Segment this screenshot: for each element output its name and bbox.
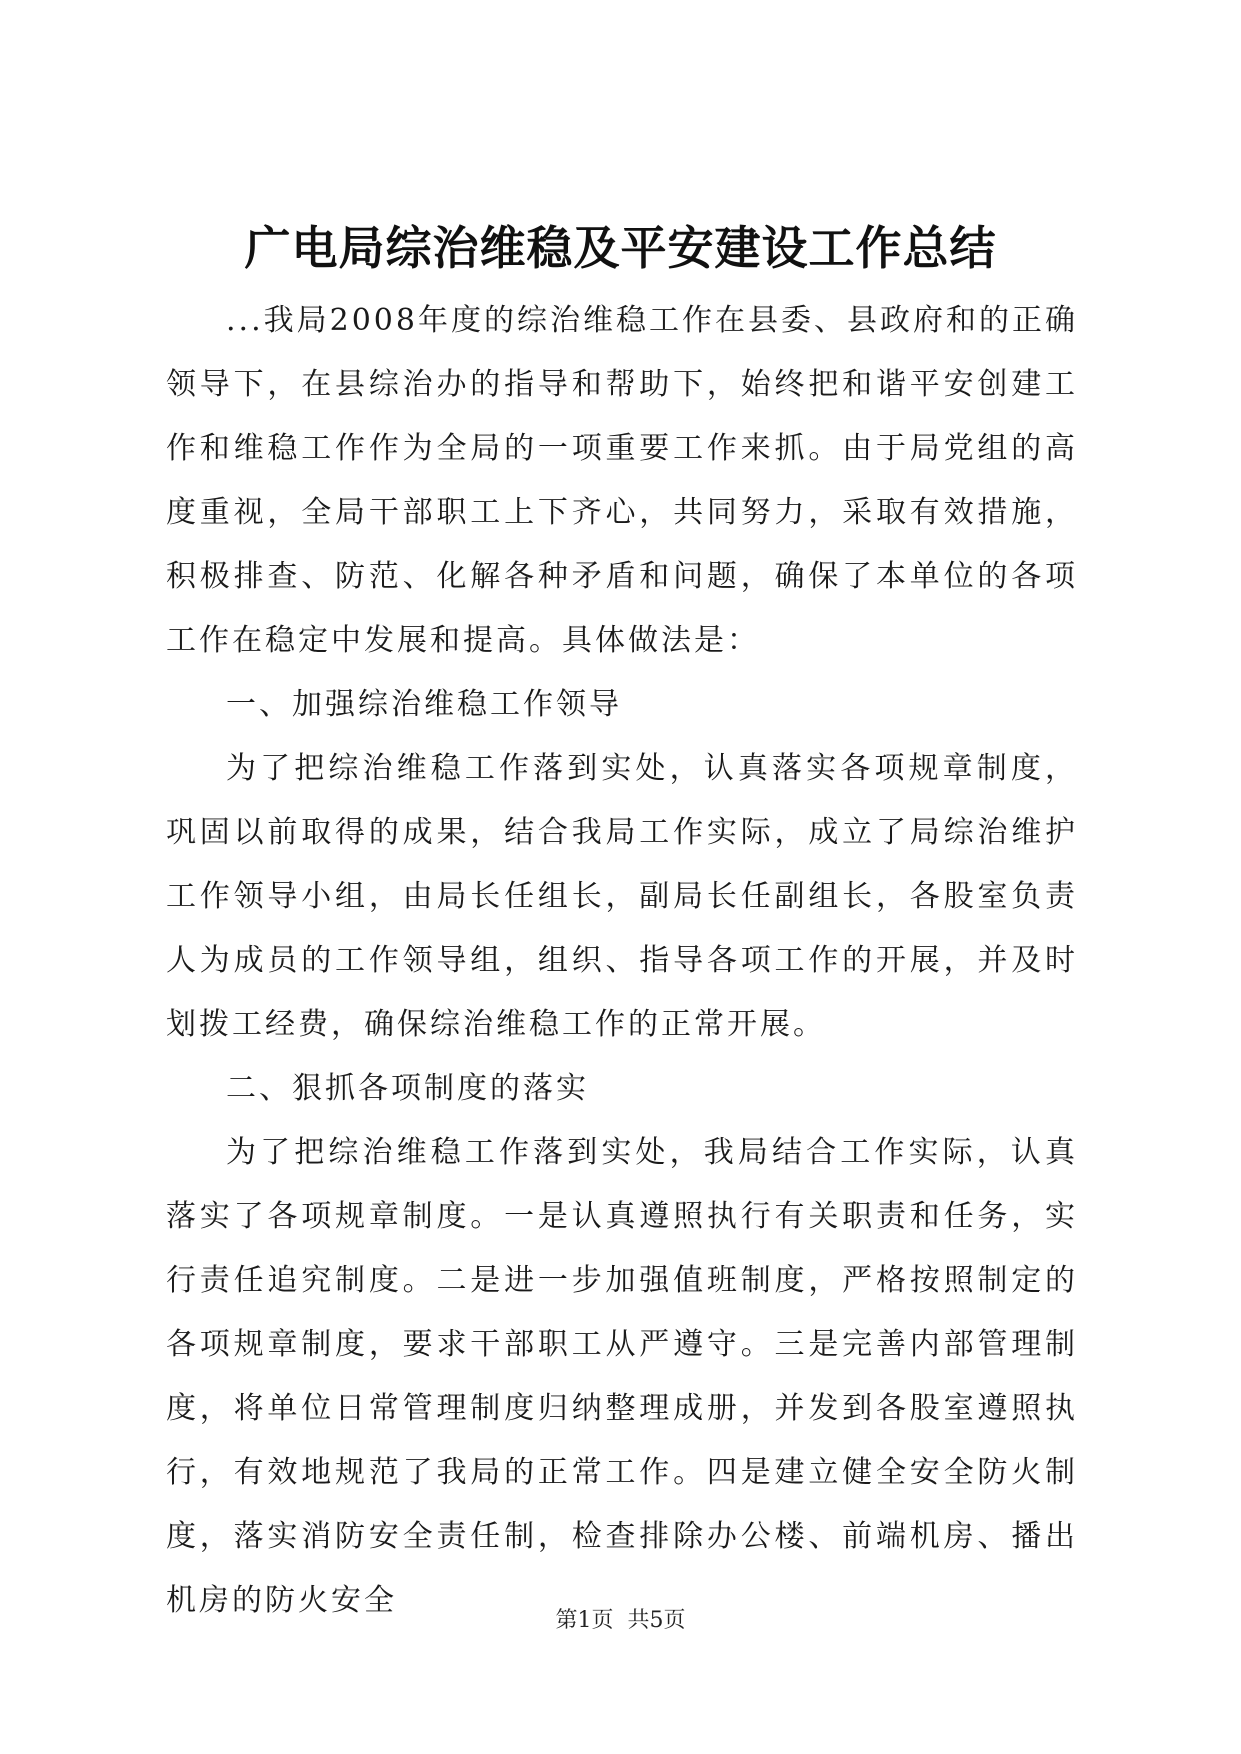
page-number: 第1页 [555,1608,614,1633]
intro-paragraph: ...我局2008年度的综治维稳工作在县委、县政府和的正确领导下，在县综治办的指导和帮助下，始终把和谐平安创建工作和维稳工作作为全局的一项重要工作来抓。由于局党组的高度重视，全局干部职工上下齐心，共同努力，采取有效措施，积极排查、防范、化解各种矛盾和问题，确保了本单位的各项工作在稳定中发展和提高。具体做法是： [166,303,1078,658]
section-heading-1: 一、加强综治维稳工作领导 [226,687,622,722]
page-footer [0,1606,1241,1636]
document-title: 广电局综治维稳及平安建设工作总结 [244,221,997,275]
document-body [166,289,1078,1633]
section-2-paragraph: 为了把综治维稳工作落到实处，我局结合工作实际，认真落实了各项规章制度。一是认真遵照执行有关职责和任务，实行责任追究制度。二是进一步加强值班制度，严格按照制定的各项规章制度，要求干部职工从严遵守。三是完善内部管理制度，将单位日常管理制度归纳整理成册，并发到各股室遵照执行，有效地规范了我局的正常工作。四是建立健全安全防火制度，落实消防安全责任制，检查排除办公楼、前端机房、播出机房的防火安全 [166,1135,1078,1618]
page-total: 共5页 [627,1608,686,1633]
section-heading-2: 二、狠抓各项制度的落实 [226,1071,589,1106]
section-1-paragraph: 为了把综治维稳工作落到实处，认真落实各项规章制度，巩固以前取得的成果，结合我局工作实际，成立了局综治维护工作领导小组，由局长任组长，副局长任副组长，各股室负责人为成员的工作领导组，组织、指导各项工作的开展，并及时划拨工经费，确保综治维稳工作的正常开展。 [166,751,1078,1042]
